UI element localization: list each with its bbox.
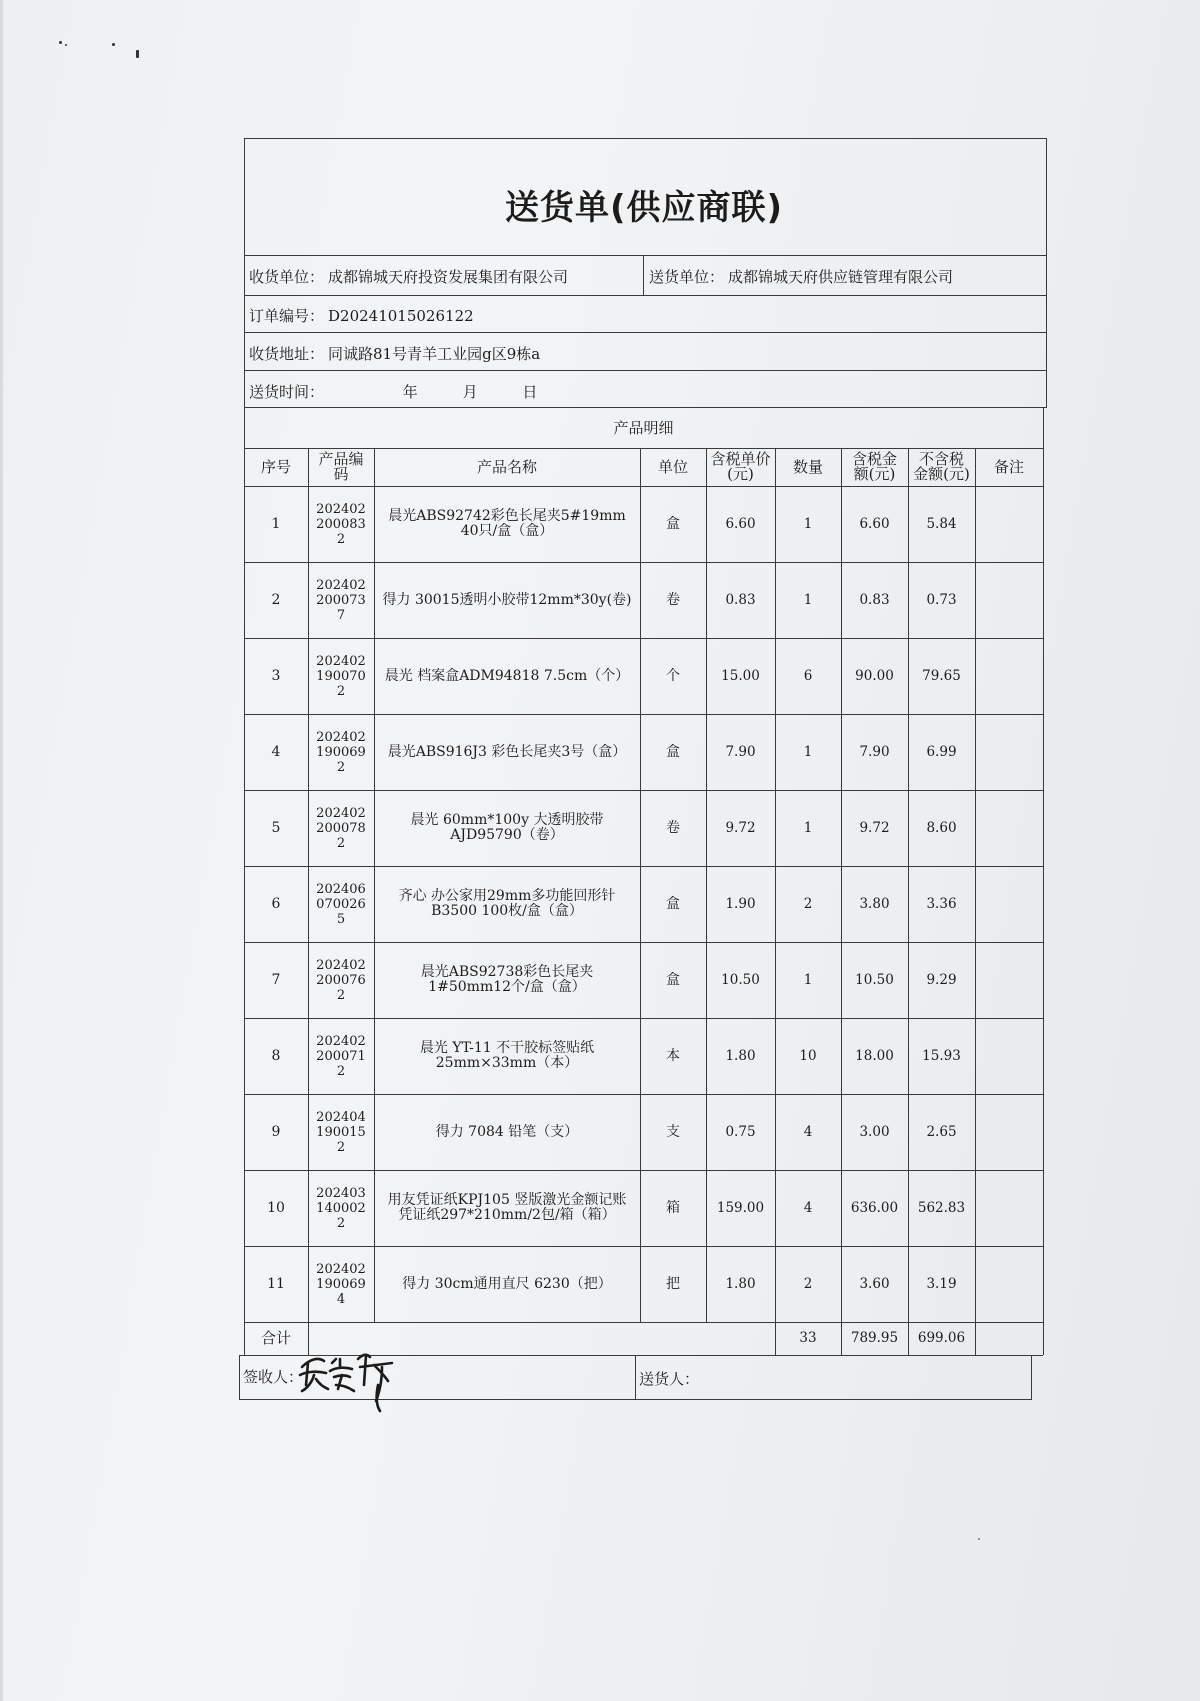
table-cell-code: 2024022000762 <box>316 957 366 1003</box>
table-cell-amount-ex: 8.60 <box>926 819 957 836</box>
signer-label: 签收人： <box>243 1368 304 1386</box>
table-cell-name: 得力 30015透明小胶带12mm*30y(卷) <box>382 591 632 608</box>
page-title: 送货单(供应商联) <box>504 188 784 228</box>
column-header-remark: 备注 <box>993 457 1024 476</box>
table-cell-amount-ex: 15.93 <box>922 1047 961 1064</box>
table-cell-remark <box>975 942 1043 1018</box>
table-cell-price: 1.80 <box>725 1275 756 1292</box>
table-cell-amount-ex: 3.19 <box>926 1275 957 1292</box>
table-cell-seq: 10 <box>267 1199 285 1216</box>
table-cell-amount-ex: 6.99 <box>926 743 957 760</box>
table-cell-remark <box>975 866 1043 942</box>
table-cell-amount: 9.72 <box>859 819 890 836</box>
table-cell-qty: 4 <box>803 1123 813 1140</box>
table-cell-code: 2024022000782 <box>316 805 366 851</box>
delivery-time-year: 年 <box>402 383 418 401</box>
table-cell-amount-ex: 3.36 <box>926 895 957 912</box>
table-cell-seq: 2 <box>271 591 281 608</box>
table-cell-amount-ex: 562.83 <box>917 1199 966 1216</box>
sender-field <box>649 266 953 287</box>
delivery-time-month: 月 <box>462 383 478 401</box>
total-amount: 789.95 <box>850 1330 899 1346</box>
table-cell-unit: 支 <box>666 1123 680 1140</box>
column-header-seq: 序号 <box>260 457 291 476</box>
table-cell-seq: 8 <box>271 1047 281 1064</box>
table-cell-remark <box>975 1018 1043 1094</box>
table-cell-price: 1.80 <box>725 1047 756 1064</box>
divider <box>244 332 1047 333</box>
table-cell-name: 晨光ABS92738彩色长尾夹1#50mm12个/盒（盒） <box>420 964 594 995</box>
table-cell-amount-ex: 0.73 <box>926 591 957 608</box>
table-cell-amount: 90.00 <box>855 667 894 684</box>
table-cell-remark <box>975 790 1043 866</box>
table-cell-name: 晨光ABS92742彩色长尾夹5#19mm 40只/盒（盒） <box>388 508 626 539</box>
address-label: 收货地址： <box>249 345 325 363</box>
receiver-value: 成都锦城天府投资发展集团有限公司 <box>328 268 569 286</box>
receiver-label: 收货单位： <box>249 268 325 286</box>
table-cell-amount-ex: 5.84 <box>926 515 957 532</box>
table-cell-name: 晨光 YT-11 不干胶标签贴纸25mm×33mm（本） <box>419 1040 595 1071</box>
table-cell-remark <box>975 1246 1043 1322</box>
table-cell-amount: 636.00 <box>850 1199 899 1216</box>
table-cell-qty: 10 <box>799 1047 817 1064</box>
table-cell-code: 2024021900694 <box>316 1261 366 1307</box>
table-cell-seq: 6 <box>271 895 281 912</box>
table-cell-qty: 1 <box>803 971 813 988</box>
table-cell-amount: 6.60 <box>859 515 890 532</box>
table-cell-seq: 4 <box>271 743 281 760</box>
table-cell-amount: 18.00 <box>855 1047 894 1064</box>
table-cell-name: 晨光ABS916J3 彩色长尾夹3号（盒） <box>387 743 627 760</box>
table-cell-remark <box>975 486 1043 562</box>
table-cell-amount-ex: 9.29 <box>926 971 957 988</box>
divider <box>244 295 1047 296</box>
table-border <box>1043 408 1044 1355</box>
table-cell-code: 2024022000737 <box>316 577 366 623</box>
table-cell-seq: 1 <box>271 515 281 532</box>
section-title: 产品明细 <box>613 418 674 437</box>
table-cell-qty: 6 <box>803 667 813 684</box>
table-cell-amount-ex: 2.65 <box>926 1123 957 1140</box>
paper-speck <box>136 50 139 58</box>
sender-label: 送货单位： <box>649 268 725 286</box>
table-cell-code: 2024022000712 <box>316 1033 366 1079</box>
order-number-field <box>249 305 474 326</box>
table-cell-remark <box>975 638 1043 714</box>
table-cell-name: 晨光 档案盒ADM94818 7.5cm（个） <box>384 667 630 684</box>
table-cell-amount: 3.80 <box>859 895 890 912</box>
table-cell-amount: 7.90 <box>859 743 890 760</box>
table-cell-amount-ex: 79.65 <box>922 667 961 684</box>
table-cell-price: 159.00 <box>716 1199 765 1216</box>
table-cell-unit: 箱 <box>666 1199 680 1216</box>
table-cell-seq: 7 <box>271 971 281 988</box>
table-cell-amount: 3.00 <box>859 1123 890 1140</box>
table-cell-unit: 卷 <box>666 819 680 836</box>
table-cell-name: 齐心 办公家用29mm多功能回形针B3500 100枚/盒（盒） <box>398 888 616 919</box>
table-cell-price: 6.60 <box>725 515 756 532</box>
table-cell-code: 2024031400022 <box>316 1185 366 1231</box>
table-cell-remark <box>975 1170 1043 1246</box>
table-cell-unit: 把 <box>666 1275 680 1292</box>
divider <box>244 255 1047 256</box>
signer-signature <box>296 1345 406 1415</box>
paper-speck <box>65 44 67 46</box>
table-cell-amount: 0.83 <box>859 591 890 608</box>
table-cell-unit: 卷 <box>666 591 680 608</box>
table-cell-qty: 2 <box>803 895 813 912</box>
table-cell-price: 9.72 <box>725 819 756 836</box>
total-label: 合计 <box>260 1329 291 1347</box>
table-cell-code: 2024022000832 <box>316 501 366 547</box>
column-header-name: 产品名称 <box>476 457 537 476</box>
paper-speck <box>978 1538 980 1540</box>
table-cell-remark <box>975 562 1043 638</box>
paper-speck <box>59 41 62 44</box>
paper-speck <box>112 43 115 46</box>
table-cell-unit: 个 <box>666 667 680 684</box>
table-cell-unit: 盒 <box>666 895 680 912</box>
table-cell-price: 1.90 <box>725 895 756 912</box>
table-cell-code: 2024060700265 <box>316 881 366 927</box>
column-header-price: 含税单价(元) <box>710 450 771 483</box>
table-cell-name: 晨光 60mm*100y 大透明胶带AJD95790（卷） <box>410 812 604 843</box>
address-value: 同诚路81号青羊工业园g区9栋a <box>328 345 541 363</box>
table-cell-price: 0.75 <box>725 1123 756 1140</box>
table-cell-price: 15.00 <box>721 667 760 684</box>
table-cell-seq: 11 <box>267 1275 285 1292</box>
table-cell-seq: 3 <box>271 667 281 684</box>
column-header-qty: 数量 <box>792 457 823 476</box>
column-header-unit: 单位 <box>657 457 688 476</box>
delivery-time-day: 日 <box>522 383 538 401</box>
table-cell-qty: 2 <box>803 1275 813 1292</box>
receiver-field <box>249 266 568 287</box>
order-number-label: 订单编号： <box>249 307 325 325</box>
column-header-code: 产品编码 <box>318 450 364 483</box>
order-number-value: D20241015026122 <box>328 307 474 325</box>
table-cell-price: 10.50 <box>721 971 760 988</box>
table-cell-code: 2024041900152 <box>316 1109 366 1155</box>
table-cell-code: 2024021900692 <box>316 729 366 775</box>
address-field <box>249 343 540 364</box>
table-cell-name: 得力 7084 铅笔（支） <box>435 1123 579 1140</box>
table-cell-unit: 盒 <box>666 971 680 988</box>
table-cell-name: 得力 30cm通用直尺 6230（把） <box>402 1275 612 1292</box>
total-qty: 33 <box>799 1330 817 1346</box>
table-cell-qty: 4 <box>803 1199 813 1216</box>
table-grid-line <box>975 1322 976 1355</box>
divider <box>244 370 1047 371</box>
column-header-amount: 含税金额(元) <box>851 450 897 483</box>
table-cell-remark <box>975 714 1043 790</box>
table-cell-amount: 3.60 <box>859 1275 890 1292</box>
table-cell-amount: 10.50 <box>855 971 894 988</box>
table-cell-name: 用友凭证纸KPJ105 竖版激光金额记账凭证纸297*210mm/2包/箱（箱） <box>387 1192 627 1223</box>
total-amount-ex: 699.06 <box>917 1330 966 1346</box>
sender-value: 成都锦城天府供应链管理有限公司 <box>728 268 954 286</box>
table-cell-qty: 1 <box>803 743 813 760</box>
divider <box>635 1355 636 1400</box>
divider <box>643 255 644 295</box>
table-cell-price: 0.83 <box>725 591 756 608</box>
deliverer-label: 送货人： <box>639 1370 700 1388</box>
table-cell-unit: 本 <box>666 1047 680 1064</box>
table-cell-seq: 5 <box>271 819 281 836</box>
table-cell-seq: 9 <box>271 1123 281 1140</box>
table-cell-qty: 1 <box>803 515 813 532</box>
table-cell-qty: 1 <box>803 591 813 608</box>
delivery-time-label: 送货时间： <box>249 383 325 401</box>
table-cell-qty: 1 <box>803 819 813 836</box>
column-header-amount-ex: 不含税金额(元) <box>913 450 970 483</box>
table-cell-unit: 盒 <box>666 515 680 532</box>
table-cell-unit: 盒 <box>666 743 680 760</box>
table-cell-code: 2024021900702 <box>316 653 366 699</box>
table-cell-remark <box>975 1094 1043 1170</box>
delivery-time-field <box>249 381 537 402</box>
table-cell-price: 7.90 <box>725 743 756 760</box>
